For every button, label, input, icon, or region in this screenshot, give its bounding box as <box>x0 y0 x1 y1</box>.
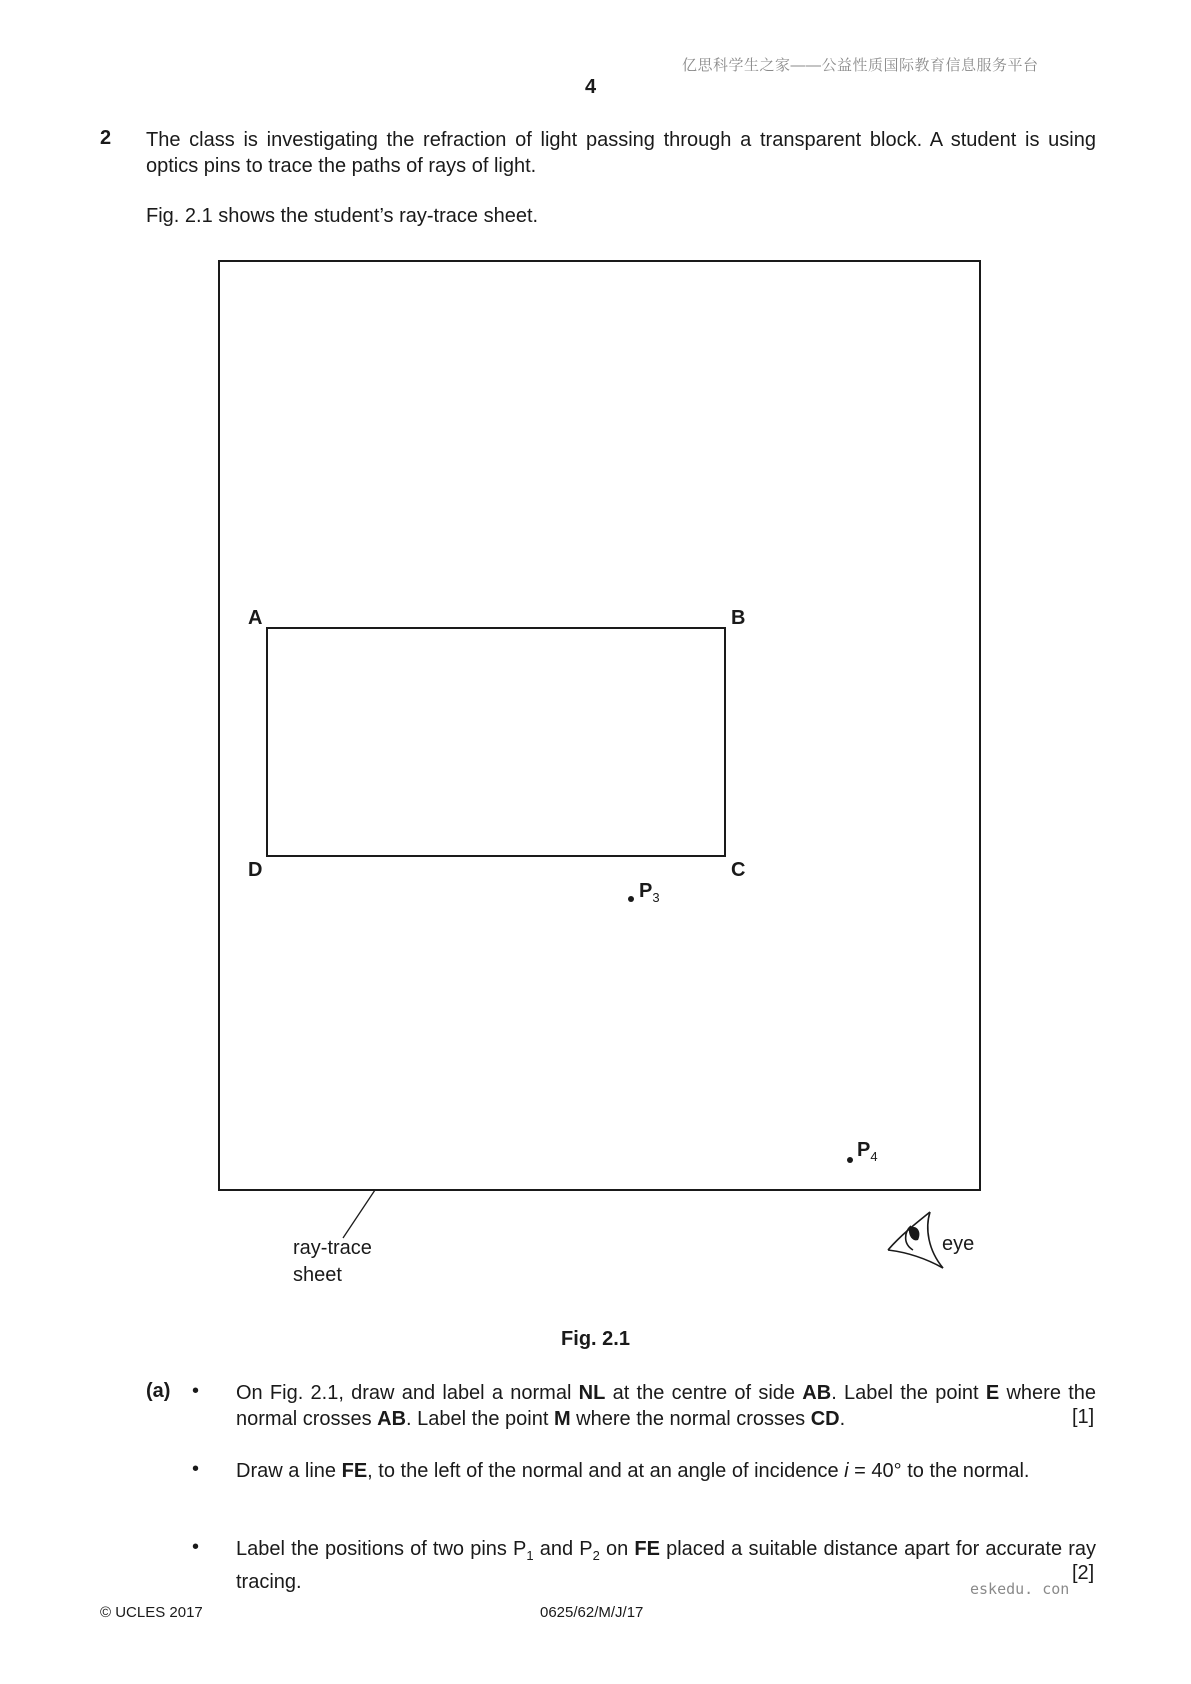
sheet-label-leader <box>343 1190 375 1238</box>
corner-label-b: B <box>731 607 746 629</box>
corner-label-d: D <box>248 859 263 881</box>
mark-2: [2] <box>1072 1562 1095 1584</box>
part-a-item-3: Label the positions of two pins $P_1$ and $P_2$ on FE placed a suitable distance apart for accurate ray tracing. <box>236 1538 1097 1593</box>
corner-label-a: A <box>248 607 263 629</box>
sheet-label-line2: sheet <box>293 1264 342 1286</box>
transparent-block <box>267 628 725 856</box>
mark-1: [1] <box>1072 1406 1095 1428</box>
part-a-item-1: On Fig. 2.1, draw and label a normal NL at the centre of side AB. Label the point E where the normal crosses AB. Label the point M where the normal crosses CD. <box>236 1382 1097 1430</box>
question-number: 2 <box>100 127 112 149</box>
corner-label-c: C <box>731 859 746 881</box>
part-a-item-2: Draw a line FE, to the left of the normal and at an angle of incidence i = 40° to the normal. <box>236 1460 1030 1482</box>
footer-copyright: © UCLES 2017 <box>100 1604 203 1621</box>
eye-pupil <box>909 1227 920 1240</box>
question-intro: The class is investigating the refraction of light passing through a transparent block. A student is using optics pins to trace the paths of rays of light. <box>146 129 1096 177</box>
ray-trace-sheet-label <box>293 1235 372 1289</box>
header-watermark: 亿思科学生之家——公益性质国际教育信息服务平台 <box>682 57 1039 74</box>
bullet-2: • <box>192 1458 200 1480</box>
page-number: 4 <box>585 76 597 98</box>
pin-p3-dot <box>628 896 634 902</box>
pin-p4-dot <box>847 1157 853 1163</box>
bullet-1: • <box>192 1380 200 1402</box>
sheet-label-line1: ray-trace <box>293 1237 372 1259</box>
footer-watermark: eskedu. con <box>970 1580 1070 1598</box>
footer-paper-code: 0625/62/M/J/17 <box>540 1604 644 1621</box>
figure-reference: Fig. 2.1 shows the student’s ray-trace sheet. <box>146 205 539 227</box>
figure-caption: Fig. 2.1 <box>561 1328 630 1350</box>
bullet-3: • <box>192 1536 200 1558</box>
eye-label: eye <box>942 1233 975 1255</box>
pin-p4-label: $P_4$ <box>857 1139 878 1164</box>
ray-trace-sheet <box>219 261 980 1190</box>
part-a-label: (a) <box>146 1380 171 1402</box>
pin-p3-label: $P_3$ <box>639 880 660 905</box>
